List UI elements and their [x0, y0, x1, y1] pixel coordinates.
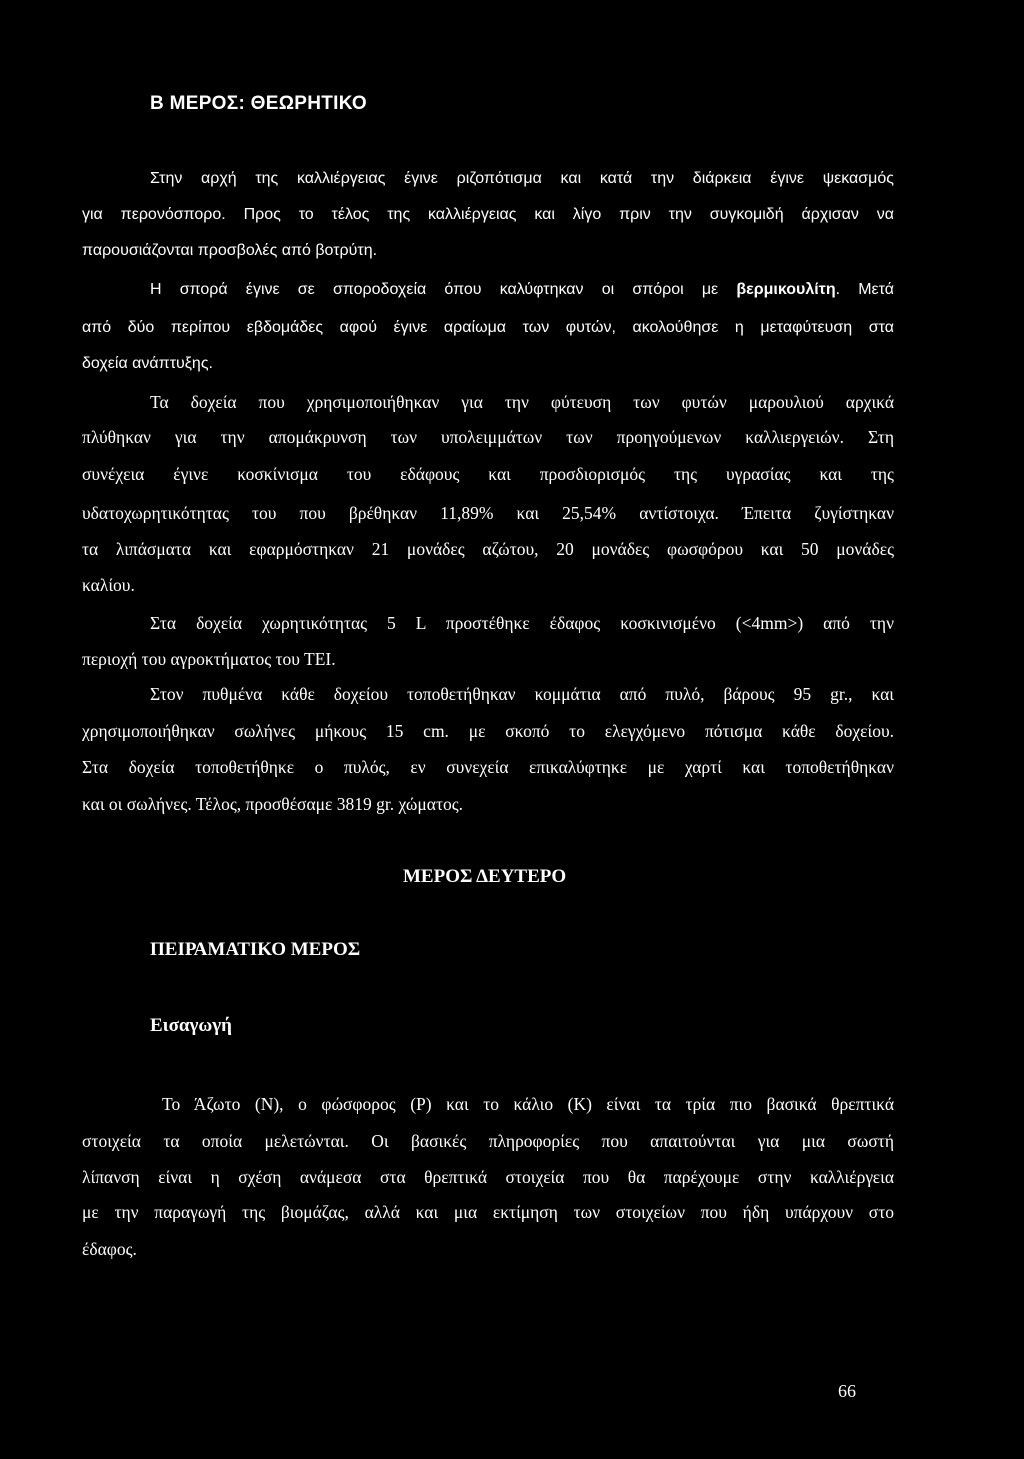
paragraph-3-line-3: συνέχεια έγινε κοσκίνισμα του εδάφους και προσδιορισμός της υγρασίας και της: [82, 464, 894, 484]
paragraph-6-line-5: έδαφος.: [82, 1239, 137, 1259]
paragraph-3-line-2: πλύθηκαν για την απομάκρυνση των υπολειμμάτων των προηγούμενων καλλιεργειών. Στη: [82, 427, 894, 447]
paragraph-2-text-b: . Μετά: [835, 281, 895, 298]
paragraph-2-line-1: [150, 279, 894, 301]
vermiculite-term: βερμικουλίτη: [736, 281, 836, 298]
paragraph-3-line-5: τα λιπάσματα και εφαρμόστηκαν 21 μονάδες αζώτου, 20 μονάδες φωσφόρου και 50 μονάδες: [82, 539, 894, 559]
paragraph-3-line-1: Τα δοχεία που χρησιμοποιήθηκαν για την φύτευση των φυτών μαρουλιού αρχικά: [150, 392, 894, 412]
paragraph-1-line-3: παρουσιάζονται προσβολές από βοτρύτη.: [82, 242, 378, 259]
paragraph-6-line-4: με την παραγωγή της βιομάζας, αλλά και μια εκτίμηση των στοιχείων που ήδη υπάρχουν στο: [82, 1202, 894, 1222]
paragraph-1-line-2: για περονόσπορο. Προς το τέλος της καλλιέργειας και λίγο πριν την συγκομιδή άρχισαν να: [82, 206, 894, 223]
paragraph-2-text-a: Η σπορά έγινε σε σποροδοχεία όπου καλύφτηκαν οι σπόροι με: [150, 281, 737, 298]
page-number: 66: [838, 1381, 856, 1401]
part-two-title: ΜΕΡΟΣ ΔΕΥΤΕΡΟ: [403, 866, 567, 887]
paragraph-4-line-1: Στα δοχεία χωρητικότητας 5 L προστέθηκε έδαφος κοσκινισμένο (<4mm>) από την: [150, 613, 894, 633]
experimental-part-title: ΠΕΙΡΑΜΑΤΙΚΟ ΜΕΡΟΣ: [150, 939, 361, 960]
paragraph-6-line-2: στοιχεία τα οποία μελετώνται. Οι βασικές πληροφορίες που απαιτούνται για μια σωστή: [82, 1131, 894, 1151]
paragraph-5-line-1: Στον πυθμένα κάθε δοχείου τοποθετήθηκαν κομμάτια από πυλό, βάρους 95 gr., και: [150, 684, 894, 704]
paragraph-1-line-1: Στην αρχή της καλλιέργειας έγινε ριζοπότισμα και κατά την διάρκεια έγινε ψεκασμός: [150, 170, 894, 187]
paragraph-5-line-3: Στα δοχεία τοποθετήθηκε ο πυλός, εν συνεχεία επικαλύφτηκε με χαρτί και τοποθετήθηκαν: [82, 757, 894, 777]
paragraph-3-line-6: καλίου.: [82, 575, 135, 595]
paragraph-2-line-2: από δύο περίπου εβδομάδες αφού έγινε αραίωμα των φυτών, ακολούθησε η μεταφύτευση στα: [82, 319, 894, 336]
paragraph-6-line-1: Το Άζωτο (N), ο φώσφορος (P) και το κάλιο (K) είναι τα τρία πιο βασικά θρεπτικά: [162, 1094, 894, 1114]
paragraph-5-line-4: και οι σωλήνες. Τέλος, προσθέσαμε 3819 gr. χώματος.: [82, 794, 464, 814]
paragraph-3-line-4: υδατοχωρητικότητας του που βρέθηκαν 11,89% και 25,54% αντίστοιχα. Έπειτα ζυγίστηκαν: [82, 503, 894, 523]
introduction-title: Εισαγωγή: [150, 1015, 232, 1036]
paragraph-6-line-3: λίπανση είναι η σχέση ανάμεσα στα θρεπτικά στοιχεία που θα παρέχουμε στην καλλιέργεια: [82, 1167, 894, 1187]
paragraph-5-line-2: χρησιμοποιήθηκαν σωλήνες μήκους 15 cm. με σκοπό το ελεγχόμενο πότισμα κάθε δοχείου.: [82, 721, 894, 741]
paragraph-4-line-2: περιοχή του αγροκτήματος του ΤΕΙ.: [82, 649, 336, 669]
section-b-title: Β ΜΕΡΟΣ: ΘΕΩΡΗΤΙΚΟ: [150, 93, 367, 114]
paragraph-2-line-3: δοχεία ανάπτυξης.: [82, 355, 213, 372]
